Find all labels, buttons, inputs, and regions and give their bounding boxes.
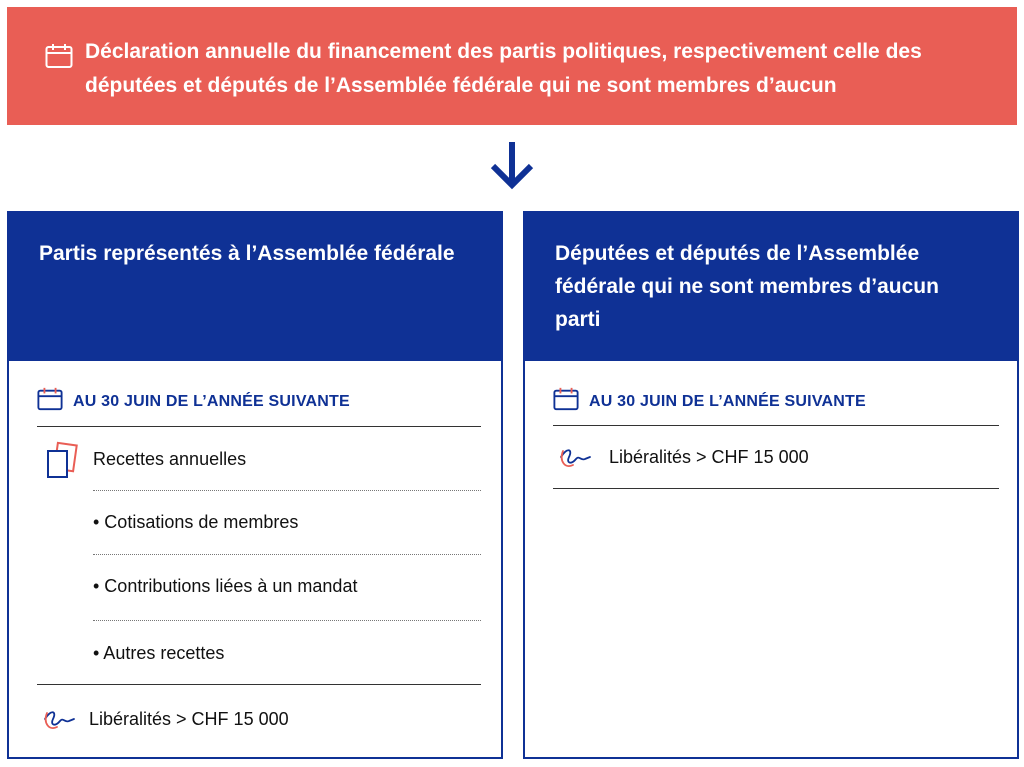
top-banner	[7, 7, 1017, 125]
income-item: • Autres recettes	[93, 643, 225, 663]
calendar-icon	[45, 43, 73, 80]
deadline-row	[553, 386, 997, 417]
arrow-down-icon	[489, 140, 535, 195]
gifts-label: Libéralités > CHF 15 000	[89, 709, 289, 729]
divider	[37, 426, 481, 427]
dotted-divider	[93, 554, 481, 555]
divider	[37, 684, 481, 685]
income-label: Recettes annuelles	[93, 449, 247, 469]
gifts-label: Libéralités > CHF 15 000	[609, 447, 809, 467]
deadline-label: AU 30 JUIN DE L’ANNÉE SUIVANTE	[589, 392, 866, 410]
parties-card-title: Partis représentés à l’Assemblée fédérale	[9, 213, 501, 361]
banner-title: Déclaration annuelle du financement des partis politiques, respectivement celle des députées et députés de l’Assemblée fédérale qui ne sont membres d’aucun	[85, 40, 922, 97]
dotted-divider	[93, 620, 481, 621]
income-item: • Contributions liées à un mandat	[93, 576, 358, 596]
documents-icon	[45, 441, 79, 486]
signature-icon	[41, 705, 77, 740]
deadline-row	[37, 386, 481, 417]
deputies-card	[523, 211, 1019, 759]
divider	[553, 488, 999, 489]
calendar-icon	[37, 386, 63, 417]
deputies-card-title: Députées et députés de l’Assemblée fédérale qui ne sont membres d’aucun parti	[525, 213, 1017, 361]
divider	[553, 425, 999, 426]
dotted-divider	[93, 490, 481, 491]
income-item: • Cotisations de membres	[93, 512, 299, 532]
signature-icon	[557, 443, 593, 478]
calendar-icon	[553, 386, 579, 417]
parties-card	[7, 211, 503, 759]
deadline-label: AU 30 JUIN DE L’ANNÉE SUIVANTE	[73, 392, 350, 410]
